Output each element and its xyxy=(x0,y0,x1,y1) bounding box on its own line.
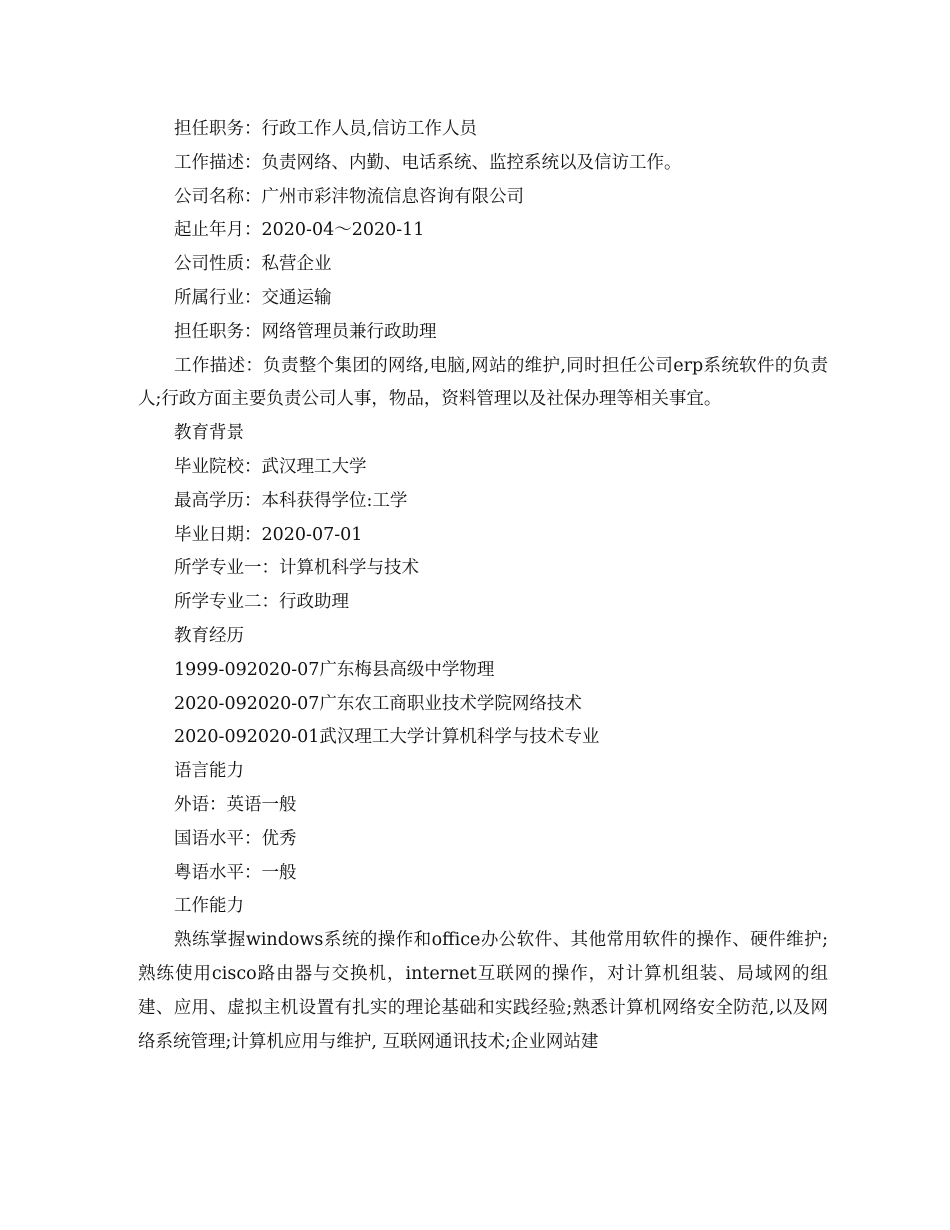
document-body xyxy=(138,113,828,1059)
education-entry-3: 2020-092020-01武汉理工大学计算机科学与技术专业 xyxy=(174,727,600,748)
education-entry-2: 2020-092020-07广东农工商职业技术学院网络技术 xyxy=(174,693,582,714)
paragraph-company-name: 公司名称：广州市彩沣物流信息咨询有限公司 xyxy=(174,186,524,207)
paragraph-work-ability: 熟练掌握windows系统的操作和office办公软件、其他常用软件的操作、硬件维护;熟练使用cisco路由器与交换机，internet互联网的操作，对计算机组装、局域网的组建、应用、虚拟主机设置有扎实的理论基础和实践经验;熟悉计算机网络安全防范,以及网络系统管理;计算机应用与维护, 互联网通讯技术;企业网站建 xyxy=(138,930,828,1052)
paragraph-major-2: 所学专业二：行政助理 xyxy=(174,592,349,613)
heading-language-skills: 语言能力 xyxy=(174,761,244,782)
paragraph-foreign-language: 外语：英语一般 xyxy=(174,794,297,815)
paragraph-period: 起止年月：2020-04～2020-11 xyxy=(174,220,425,241)
education-entry-1: 1999-092020-07广东梅县高级中学物理 xyxy=(174,659,495,680)
paragraph-mandarin: 国语水平：优秀 xyxy=(174,828,297,849)
paragraph-position: 担任职务：行政工作人员,信访工作人员 xyxy=(174,119,478,139)
paragraph-job-description: 工作描述：负责网络、内勤、电话系统、监控系统以及信访工作。 xyxy=(174,152,682,173)
paragraph-industry: 所属行业：交通运输 xyxy=(174,287,332,308)
paragraph-school: 毕业院校：武汉理工大学 xyxy=(174,456,367,477)
paragraph-cantonese: 粤语水平：一般 xyxy=(174,862,297,883)
heading-education-background: 教育背景 xyxy=(174,423,244,444)
paragraph-major-1: 所学专业一：计算机科学与技术 xyxy=(174,558,419,579)
paragraph-graduation-date: 毕业日期：2020-07-01 xyxy=(174,524,363,545)
paragraph-degree: 最高学历：本科获得学位:工学 xyxy=(174,490,408,511)
heading-education-history: 教育经历 xyxy=(174,625,244,646)
paragraph-company-type: 公司性质：私营企业 xyxy=(174,254,332,275)
heading-work-ability: 工作能力 xyxy=(174,896,244,917)
paragraph-job-description-2: 工作描述：负责整个集团的网络,电脑,网站的维护,同时担任公司erp系统软件的负责人;行政方面主要负责公司人事，物品，资料管理以及社保办理等相关事宜。 xyxy=(138,355,828,410)
paragraph-position-2: 担任职务：网络管理员兼行政助理 xyxy=(174,321,437,342)
